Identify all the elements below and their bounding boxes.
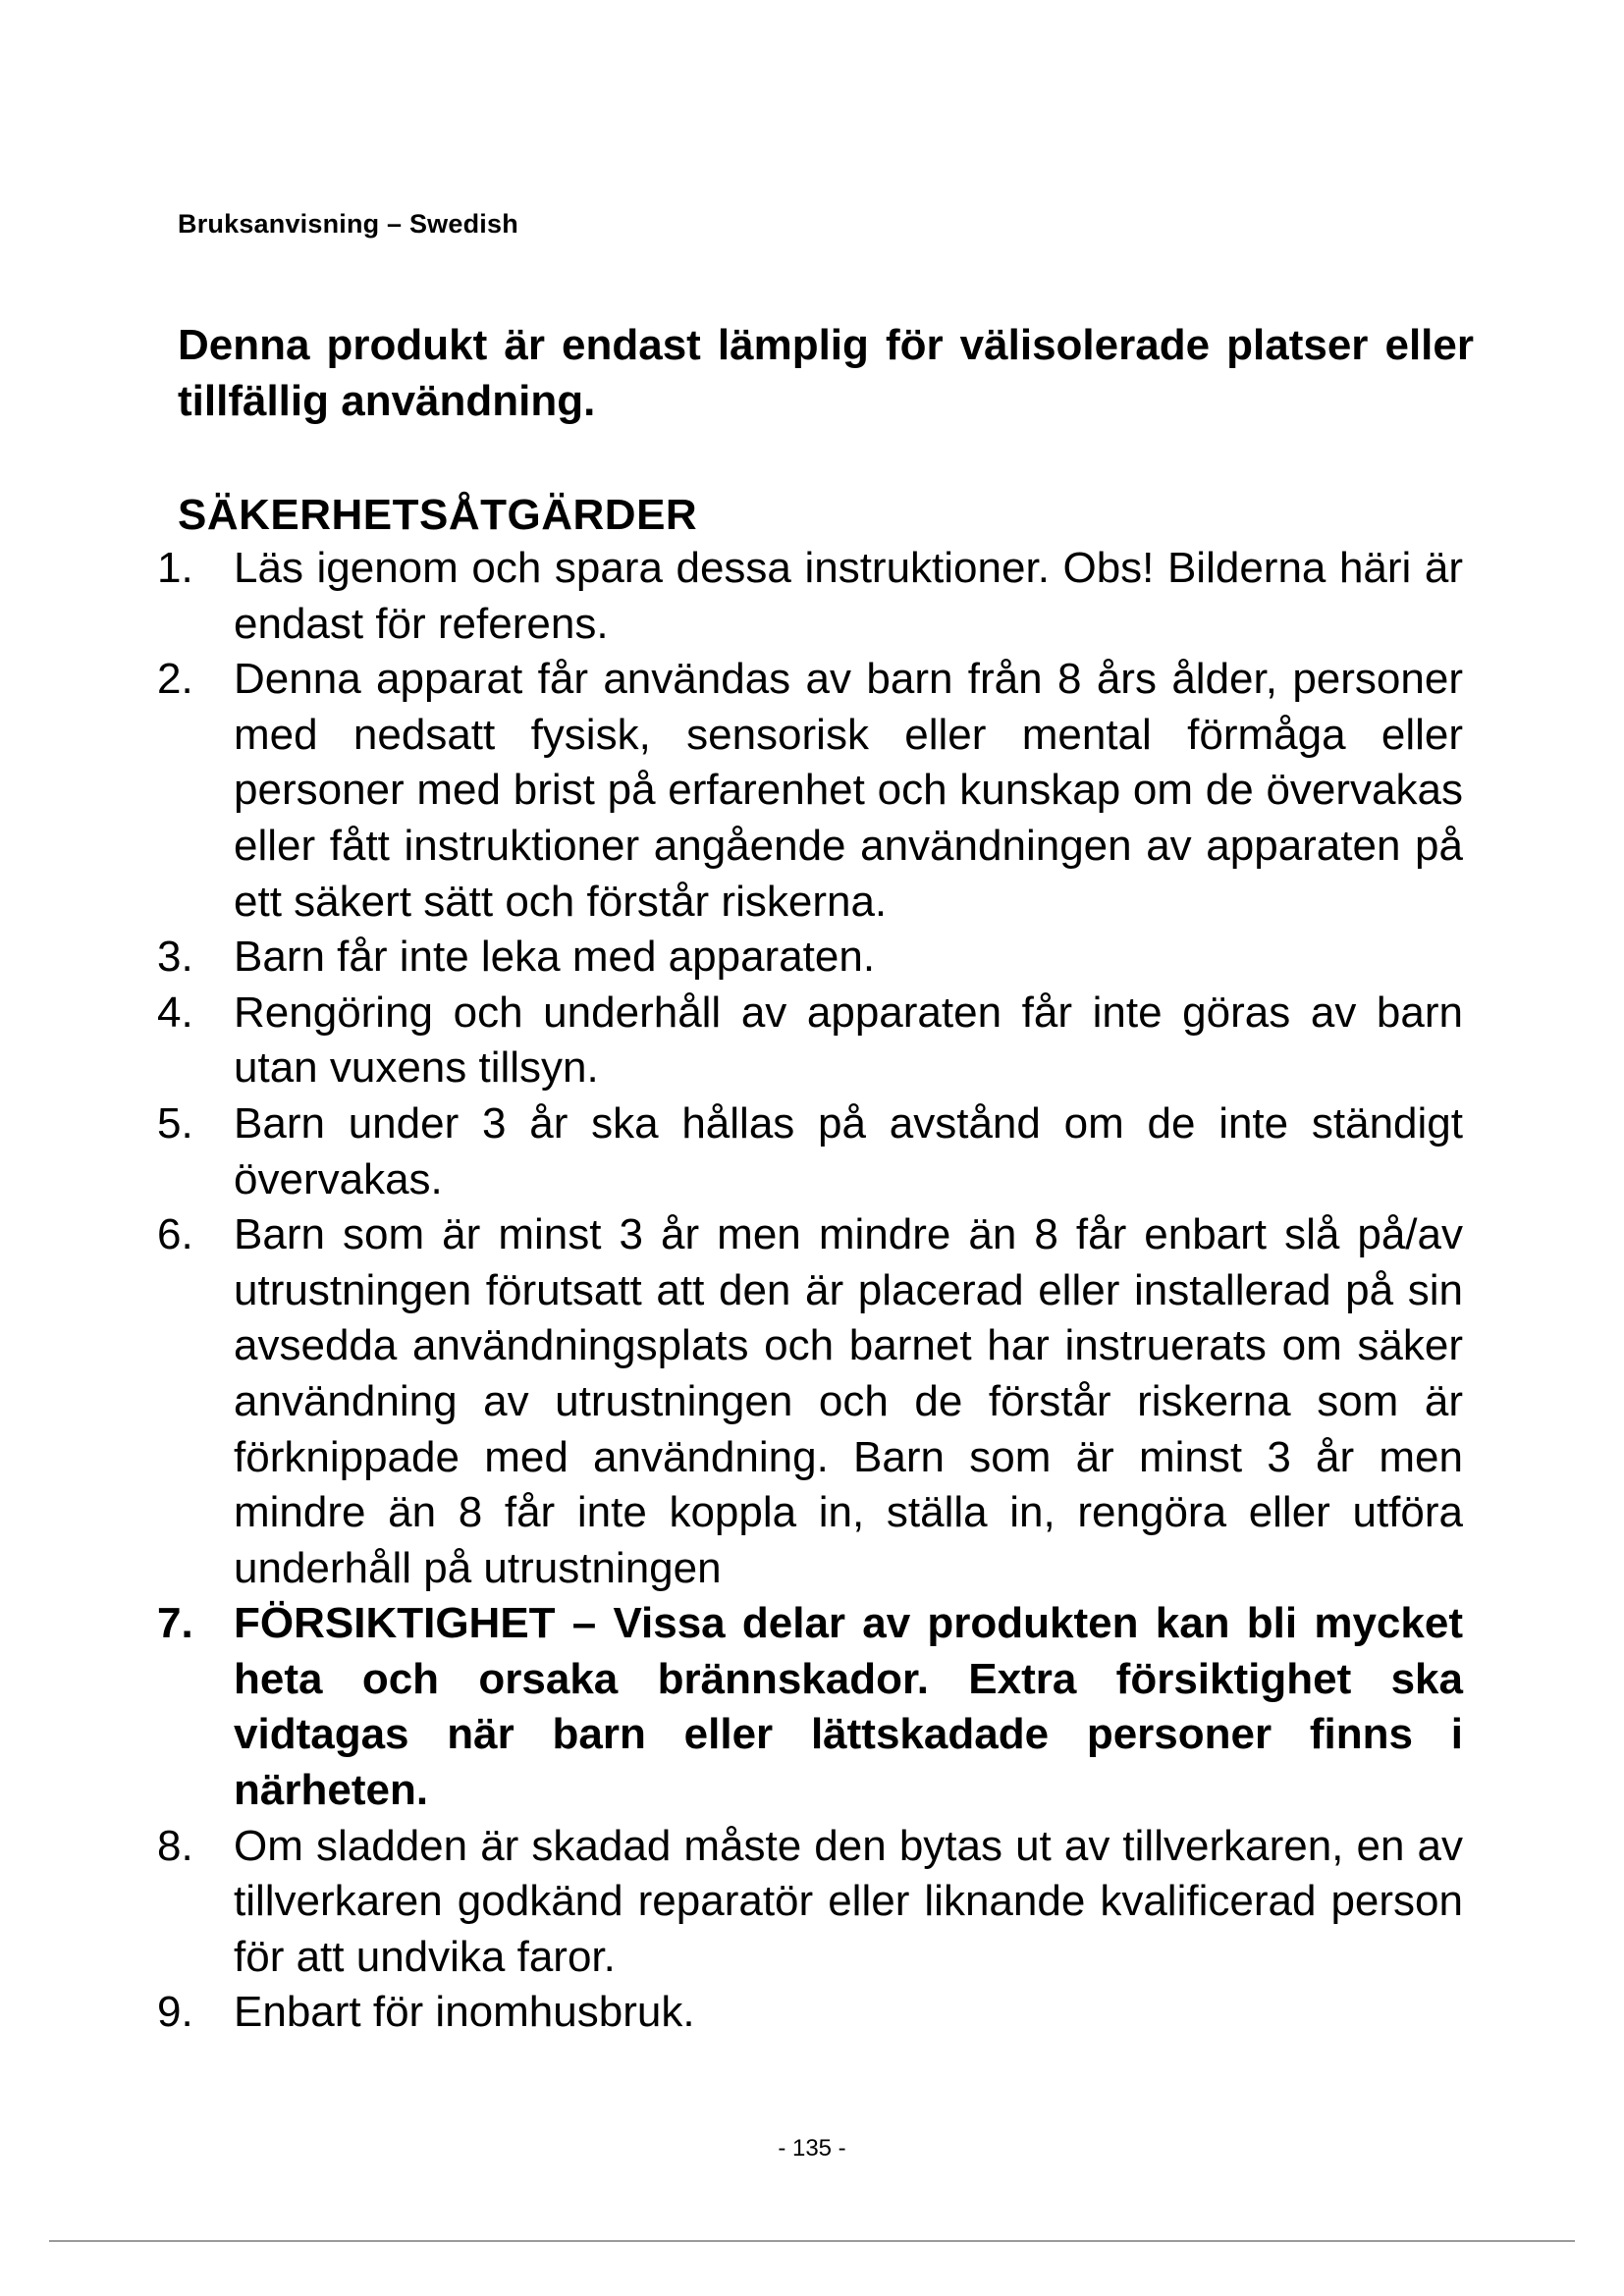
list-item <box>157 1207 1463 1596</box>
list-item-number: 5. <box>157 1098 193 1148</box>
list-item-text: Barn under 3 år ska hållas på avstånd om de inte ständigt övervakas. <box>234 1098 1463 1203</box>
page-header: Bruksanvisning – Swedish <box>178 209 518 239</box>
list-item <box>157 986 1463 1096</box>
list-item-text: Enbart för inomhusbruk. <box>234 1988 695 2037</box>
list-item-text: Om sladden är skadad måste den bytas ut av tillverkaren, en av tillverkaren godkänd reparatör eller liknande kvalificerad person för att undvika faror. <box>234 1821 1463 1981</box>
list-item-text: Rengöring och underhåll av apparaten får inte göras av barn utan vuxens tillsyn. <box>234 988 1463 1093</box>
list-item <box>157 1819 1463 1986</box>
list-item-text: Barn får inte leka med apparaten. <box>234 933 876 982</box>
footer-divider <box>49 2240 1575 2242</box>
intro-warning: Denna produkt är endast lämplig för välisolerade platser eller tillfällig användning. <box>178 321 1474 425</box>
list-item-number: 6. <box>157 1210 193 1259</box>
list-item-number: 9. <box>157 1988 193 2037</box>
list-item-number: 8. <box>157 1821 193 1870</box>
list-item <box>157 930 1463 986</box>
list-item-number: 2. <box>157 655 193 704</box>
list-item <box>157 541 1463 652</box>
list-item <box>157 1096 1463 1207</box>
list-item-text: Denna apparat får användas av barn från 8 års ålder, personer med nedsatt fysisk, sensorisk eller mental förmåga eller personer med brist på erfarenhet och kunskap om de övervakas eller fått instruktioner angående användningen av apparaten på ett säkert sätt och förstår riskerna. <box>234 655 1463 926</box>
page-number: - 135 - <box>778 2135 846 2162</box>
list-item <box>157 1985 1463 2041</box>
list-item-number: 1. <box>157 544 193 592</box>
list-item <box>157 652 1463 930</box>
list-item-text: Läs igenom och spara dessa instruktioner. Obs! Bilderna häri är endast för referens. <box>234 544 1463 648</box>
list-item-number: 3. <box>157 933 193 982</box>
list-item-text: Barn som är minst 3 år men mindre än 8 får enbart slå på/av utrustningen förutsatt att den är placerad eller installerad på sin avsedda användningsplats och barnet har instruerats om säker användning av utrustningen och de förstår riskerna som är förknippade med användning. Barn som är minst 3 år men mindre än 8 får inte koppla in, ställa in, rengöra eller utföra underhåll på utrustningen <box>234 1210 1463 1592</box>
list-item-text: FÖRSIKTIGHET – Vissa delar av produkten kan bli mycket heta och orsaka brännskador. Extra försiktighet ska vidtagas när barn eller lättskadade personer finns i närheten. <box>234 1599 1463 1815</box>
list-item-caution <box>157 1596 1463 1818</box>
safety-list <box>157 541 1463 2041</box>
list-item-number: 7. <box>157 1599 193 1648</box>
section-title: SÄKERHETSÅTGÄRDER <box>178 491 698 539</box>
list-item-number: 4. <box>157 988 193 1037</box>
